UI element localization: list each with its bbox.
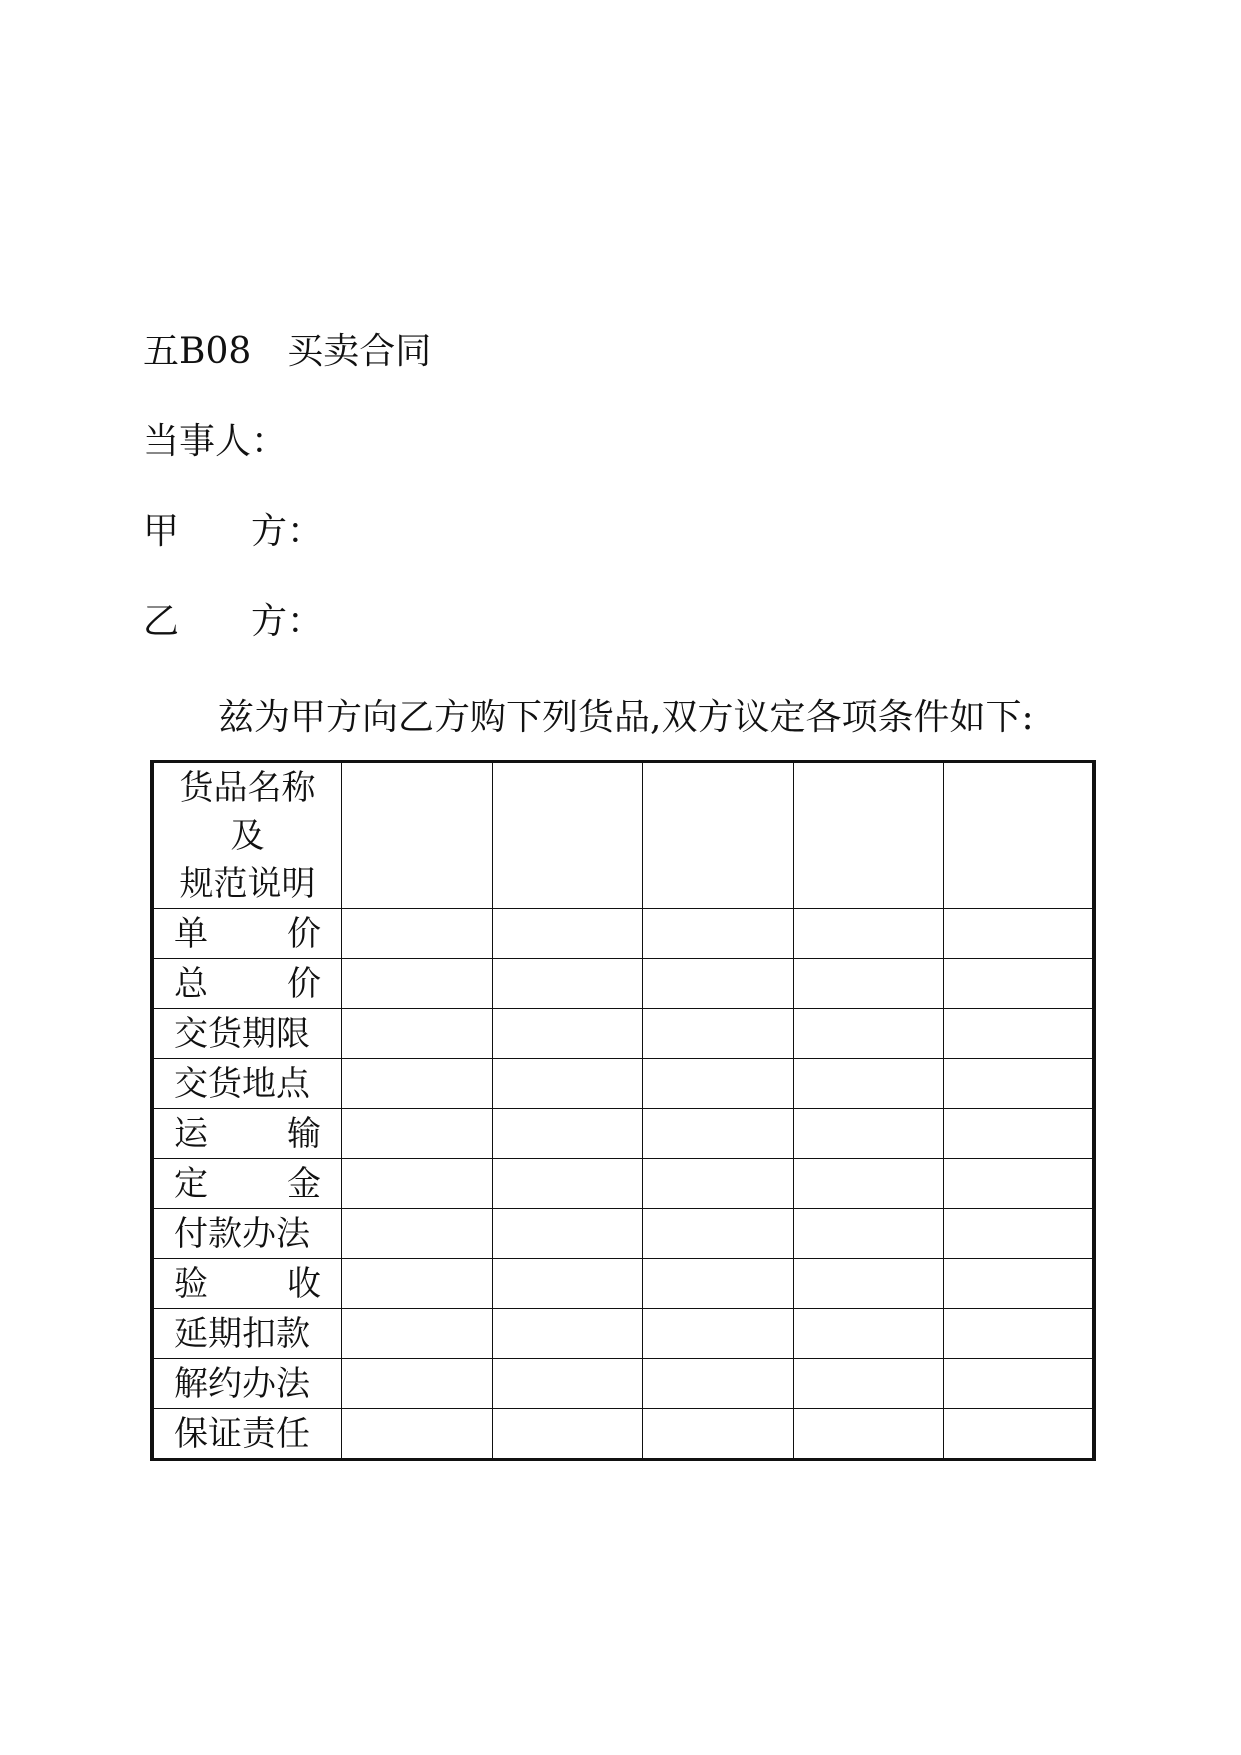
blank-cell[interactable]: [492, 959, 643, 1009]
parties-label: 当事人：: [143, 421, 288, 462]
row-label-cell: [152, 1059, 342, 1109]
blank-cell[interactable]: [944, 1159, 1095, 1209]
blank-cell[interactable]: [643, 1259, 794, 1309]
row-label-cell: [152, 909, 342, 959]
table-row: [152, 1009, 1094, 1059]
blank-cell[interactable]: [944, 909, 1095, 959]
row-label-cell: [152, 1009, 342, 1059]
blank-cell[interactable]: [342, 1359, 493, 1409]
blank-cell[interactable]: [944, 1059, 1095, 1109]
blank-cell[interactable]: [793, 1209, 944, 1259]
party-b-label: 乙 方：: [143, 601, 324, 642]
blank-cell[interactable]: [643, 1109, 794, 1159]
row-label-cell: [152, 1259, 342, 1309]
blank-cell[interactable]: [793, 1009, 944, 1059]
blank-cell[interactable]: [492, 1109, 643, 1159]
blank-cell[interactable]: [643, 1159, 794, 1209]
goods-terms-table: [150, 760, 1096, 1461]
row-label-text-right: 金: [287, 1163, 321, 1204]
row-label-text-left: 总: [174, 963, 208, 1004]
table-row: [152, 1109, 1094, 1159]
blank-cell[interactable]: [492, 1309, 643, 1359]
blank-cell[interactable]: [793, 1109, 944, 1159]
table-row: [152, 1359, 1094, 1409]
blank-cell[interactable]: [342, 959, 493, 1009]
row-label-cell: [152, 1359, 342, 1409]
row-label-cell: [152, 1309, 342, 1359]
row-label-text-left: 验: [174, 1263, 208, 1304]
row-label-text-left: 单: [174, 913, 208, 954]
row-label-text-left: 定: [174, 1163, 208, 1204]
row-label-text: 解约办法: [174, 1363, 310, 1404]
row-label-text-right: 输: [287, 1113, 321, 1154]
row-label-text: 延期扣款: [174, 1313, 310, 1354]
blank-cell[interactable]: [643, 1409, 794, 1460]
blank-cell[interactable]: [944, 1209, 1095, 1259]
blank-cell[interactable]: [643, 1009, 794, 1059]
row-label-text: 保证责任: [174, 1413, 310, 1454]
table-row: [152, 1209, 1094, 1259]
blank-cell[interactable]: [342, 1259, 493, 1309]
blank-cell[interactable]: [643, 909, 794, 959]
blank-cell[interactable]: [492, 1359, 643, 1409]
blank-cell[interactable]: [342, 1209, 493, 1259]
table-row: [152, 909, 1094, 959]
blank-cell[interactable]: [492, 909, 643, 959]
row-label-text: 付款办法: [174, 1213, 310, 1254]
blank-cell[interactable]: [793, 959, 944, 1009]
blank-cell[interactable]: [793, 1059, 944, 1109]
blank-cell[interactable]: [342, 909, 493, 959]
row-label-cell: [152, 1159, 342, 1209]
row-label-text: 交货期限: [174, 1013, 310, 1054]
blank-cell[interactable]: [944, 1009, 1095, 1059]
blank-cell[interactable]: [944, 959, 1095, 1009]
blank-cell[interactable]: [342, 1409, 493, 1460]
row-label-text: 交货地点: [174, 1063, 310, 1104]
blank-cell[interactable]: [643, 1059, 794, 1109]
blank-cell[interactable]: [492, 1209, 643, 1259]
blank-cell[interactable]: [342, 1009, 493, 1059]
row-label-cell: [152, 1409, 342, 1460]
blank-cell[interactable]: [944, 1409, 1095, 1460]
table-row: [152, 959, 1094, 1009]
blank-cell[interactable]: [944, 1109, 1095, 1159]
blank-cell[interactable]: [342, 1159, 493, 1209]
table-row: [152, 1059, 1094, 1109]
party-a-label: 甲 方：: [143, 511, 324, 552]
row-label-text-right: 价: [287, 963, 321, 1004]
blank-cell[interactable]: [944, 1259, 1095, 1309]
row-label-cell: [152, 1209, 342, 1259]
row-label-cell: [152, 762, 342, 909]
row-label-text: 货品名称: [179, 767, 316, 808]
row-label-text-left: 运: [174, 1113, 208, 1154]
table-row: [152, 762, 1094, 909]
blank-cell[interactable]: [492, 1159, 643, 1209]
blank-cell[interactable]: [492, 1009, 643, 1059]
table-row: [152, 1309, 1094, 1359]
blank-cell[interactable]: [342, 1109, 493, 1159]
blank-cell[interactable]: [643, 1359, 794, 1409]
blank-cell[interactable]: [944, 1359, 1095, 1409]
table-row: [152, 1159, 1094, 1209]
blank-cell[interactable]: [643, 1309, 794, 1359]
row-label-text-right: 价: [287, 913, 321, 954]
blank-cell[interactable]: [793, 1259, 944, 1309]
blank-cell[interactable]: [492, 1409, 643, 1460]
table-row: [152, 1259, 1094, 1309]
blank-cell[interactable]: [643, 762, 794, 909]
blank-cell[interactable]: [793, 1159, 944, 1209]
blank-cell[interactable]: [793, 762, 944, 909]
blank-cell[interactable]: [492, 1259, 643, 1309]
blank-cell[interactable]: [793, 1309, 944, 1359]
blank-cell[interactable]: [793, 1409, 944, 1460]
row-label-text: 及: [230, 815, 265, 856]
blank-cell[interactable]: [793, 909, 944, 959]
blank-cell[interactable]: [492, 1059, 643, 1109]
row-label-cell: [152, 1109, 342, 1159]
intro-paragraph: 兹为甲方向乙方购下列货品,双方议定各项条件如下:: [218, 697, 1034, 738]
blank-cell[interactable]: [643, 1209, 794, 1259]
table-row: [152, 1409, 1094, 1460]
blank-cell[interactable]: [342, 762, 493, 909]
blank-cell[interactable]: [944, 762, 1095, 909]
blank-cell[interactable]: [643, 959, 794, 1009]
blank-cell[interactable]: [342, 1309, 493, 1359]
blank-cell[interactable]: [492, 762, 643, 909]
blank-cell[interactable]: [793, 1359, 944, 1409]
row-label-cell: [152, 959, 342, 1009]
blank-cell[interactable]: [944, 1309, 1095, 1359]
document-title: 五B08 买卖合同: [143, 331, 432, 372]
row-label-text: 规范说明: [179, 863, 316, 904]
row-label-text-right: 收: [287, 1263, 321, 1304]
blank-cell[interactable]: [342, 1059, 493, 1109]
